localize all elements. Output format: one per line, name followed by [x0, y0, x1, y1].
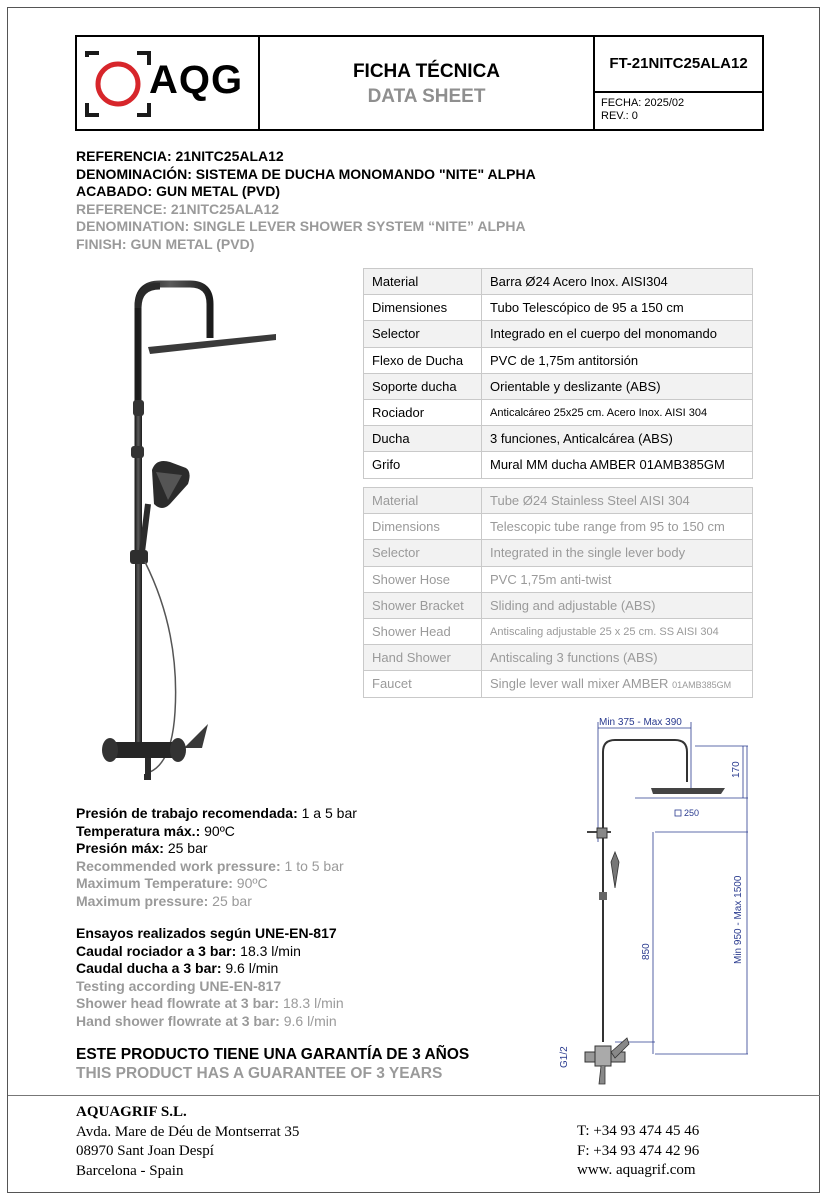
footer-divider [8, 1095, 820, 1096]
title-cell [260, 37, 595, 129]
test-value: 9.6 l/min [283, 1012, 337, 1029]
pressure-block [76, 805, 357, 910]
pressure-value: 1 to 5 bar [284, 857, 344, 874]
pressure-row [76, 893, 357, 911]
spec-key: Material [364, 269, 482, 295]
spec-key: Grifo [364, 452, 482, 478]
phone: T: +34 93 474 45 46 [577, 1123, 700, 1139]
dimension-diagram [555, 712, 755, 1092]
table-row [364, 618, 753, 644]
table-row [364, 566, 753, 592]
company-name: AQUAGRIF S.L. [76, 1104, 187, 1120]
spec-value: Sliding and adjustable (ABS) [482, 592, 753, 618]
address-line: Barcelona - Spain [76, 1162, 184, 1179]
spec-key: Material [364, 488, 482, 514]
table-row [364, 540, 753, 566]
table-row [364, 399, 753, 425]
test-label: Caudal ducha a 3 bar: [76, 960, 222, 976]
date-rev [601, 97, 684, 123]
spec-key: Dimensiones [364, 295, 482, 321]
spec-key: Flexo de Ducha [364, 347, 482, 373]
tests-title-es-text: Ensayos realizados según UNE-EN-817 [76, 925, 337, 941]
test-row [76, 960, 344, 978]
test-value: 18.3 l/min [282, 995, 344, 1011]
spec-key: Faucet [364, 671, 482, 697]
website-link[interactable]: www. aquagrif.com [577, 1162, 696, 1178]
test-row [76, 943, 344, 961]
guarantee-es: ESTE PRODUCTO TIENE UNA GARANTÍA DE 3 AÑOS [76, 1046, 470, 1063]
tests-title-en [76, 978, 344, 996]
spec-value: Integrado en el cuerpo del monomando [482, 321, 753, 347]
aqg-logo-icon [83, 49, 153, 119]
spec-value: Integrated in the single lever body [482, 540, 753, 566]
spec-value: PVC de 1,75m antitorsión [482, 347, 753, 373]
spec-value: Mural MM ducha AMBER 01AMB385GM [482, 452, 753, 478]
spec-value: Telescopic tube range from 95 to 150 cm [482, 514, 753, 540]
table-row [364, 592, 753, 618]
pressure-row [76, 823, 357, 841]
finish-es: ACABADO: GUN METAL (PVD) [76, 183, 281, 199]
pressure-row [76, 840, 357, 858]
reference-block [76, 148, 536, 253]
pressure-row [76, 805, 357, 823]
pressure-value: 90ºC [204, 822, 235, 839]
test-row [76, 1013, 344, 1031]
address-line: Avda. Mare de Déu de Montserrat 35 [76, 1123, 300, 1140]
spec-table-es [363, 268, 753, 479]
test-label: Hand shower flowrate at 3 bar: [76, 1012, 280, 1029]
spec-value: PVC 1,75m anti-twist [482, 566, 753, 592]
pressure-label: Presión de trabajo recomendada: [76, 805, 298, 821]
title-en: DATA SHEET [367, 86, 486, 107]
spec-value [482, 671, 753, 697]
spec-key: Shower Hose [364, 566, 482, 592]
table-row [364, 514, 753, 540]
tests-title-es [76, 925, 344, 943]
spec-key: Shower Bracket [364, 592, 482, 618]
tests-title-en-text: Testing according UNE-EN-817 [76, 977, 282, 994]
spec-value: 3 funciones, Anticalcárea (ABS) [482, 426, 753, 452]
spec-key: Hand Shower [364, 645, 482, 671]
spec-value: Antiscaling adjustable 25 x 25 cm. SS AISI 304 [482, 618, 753, 644]
table-row [364, 321, 753, 347]
spec-value: Anticalcáreo 25x25 cm. Acero Inox. AISI 304 [482, 399, 753, 425]
faucet-text: Single lever wall mixer AMBER [490, 676, 669, 692]
pressure-label: Maximum Temperature: [76, 875, 233, 891]
spec-key: Selector [364, 321, 482, 347]
address-line: 08970 Sant Joan Despí [76, 1143, 214, 1159]
header-table [75, 35, 764, 131]
pressure-label: Presión máx: [76, 840, 164, 856]
pressure-row [76, 858, 357, 876]
pressure-value: 90ºC [236, 875, 268, 891]
dim-height-label: Min 950 - Max 1500 [733, 875, 744, 964]
spec-key: Rociador [364, 399, 482, 425]
spec-key: Ducha [364, 426, 482, 452]
pressure-label: Recommended work pressure: [76, 857, 281, 874]
pressure-value: 1 a 5 bar [301, 805, 357, 821]
spec-value: Orientable y deslizante (ABS) [482, 373, 753, 399]
pressure-row [76, 875, 357, 893]
table-row [364, 269, 753, 295]
spec-value: Tubo Telescópico de 95 a 150 cm [482, 295, 753, 321]
table-row [364, 373, 753, 399]
shower-product-image [90, 272, 290, 792]
code-cell [595, 37, 762, 129]
finish-en: FINISH: GUN METAL (PVD) [76, 235, 255, 252]
test-label: Caudal rociador a 3 bar: [76, 942, 237, 959]
table-row [364, 671, 753, 697]
table-row [364, 426, 753, 452]
dim-head-label: 250 [684, 808, 700, 818]
table-row [364, 452, 753, 478]
spec-value: Tube Ø24 Stainless Steel AISI 304 [482, 488, 753, 514]
faucet-code: 01AMB385GM [672, 680, 732, 691]
table-row [364, 645, 753, 671]
fecha: FECHA: 2025/02 [601, 97, 685, 109]
test-row [76, 995, 344, 1013]
denomination-es: DENOMINACIÓN: SISTEMA DE DUCHA MONOMANDO "NITE" ALPHA [76, 165, 536, 182]
guarantee-block [76, 1045, 469, 1083]
footer-address [76, 1103, 299, 1181]
spec-key: Soporte ducha [364, 373, 482, 399]
reference-en: REFERENCE: 21NITC25ALA12 [76, 200, 280, 217]
title-es: FICHA TÉCNICA [352, 61, 501, 82]
spec-key: Dimensions [364, 514, 482, 540]
guarantee-en: THIS PRODUCT HAS A GUARANTEE OF 3 YEARS [76, 1065, 443, 1082]
footer-contact [577, 1122, 699, 1181]
dim-mid-label: 850 [641, 943, 652, 960]
table-row [364, 347, 753, 373]
dim-top-label: 170 [731, 761, 742, 778]
logo-text: AQG [149, 58, 244, 102]
spec-key: Shower Head [364, 618, 482, 644]
head-plate-icon [651, 788, 725, 794]
pressure-label: Maximum pressure: [76, 892, 209, 909]
tests-block [76, 925, 344, 1030]
test-label: Shower head flowrate at 3 bar: [76, 995, 280, 1011]
test-value: 18.3 l/min [240, 942, 301, 959]
pressure-value: 25 bar [167, 840, 208, 856]
logo-cell [77, 37, 260, 129]
rev: REV.: 0 [601, 110, 638, 122]
reference-es: REFERENCIA: 21NITC25ALA12 [76, 148, 284, 164]
spec-value: Antiscaling 3 functions (ABS) [482, 645, 753, 671]
document-code: FT-21NITC25ALA12 [595, 37, 762, 93]
spec-key: Selector [364, 540, 482, 566]
table-row [364, 488, 753, 514]
spec-table-en [363, 487, 753, 698]
spec-value: Barra Ø24 Acero Inox. AISI304 [482, 269, 753, 295]
fax: F: +34 93 474 42 96 [577, 1142, 700, 1159]
dim-width-label: Min 375 - Max 390 [599, 717, 682, 728]
pressure-label: Temperatura máx.: [76, 822, 201, 839]
denomination-en: DENOMINATION: SINGLE LEVER SHOWER SYSTEM “NITE” ALPHA [76, 218, 526, 234]
dim-thread-label: G1/2 [559, 1046, 570, 1068]
table-row [364, 295, 753, 321]
pressure-value: 25 bar [212, 892, 252, 909]
test-value: 9.6 l/min [225, 960, 279, 976]
